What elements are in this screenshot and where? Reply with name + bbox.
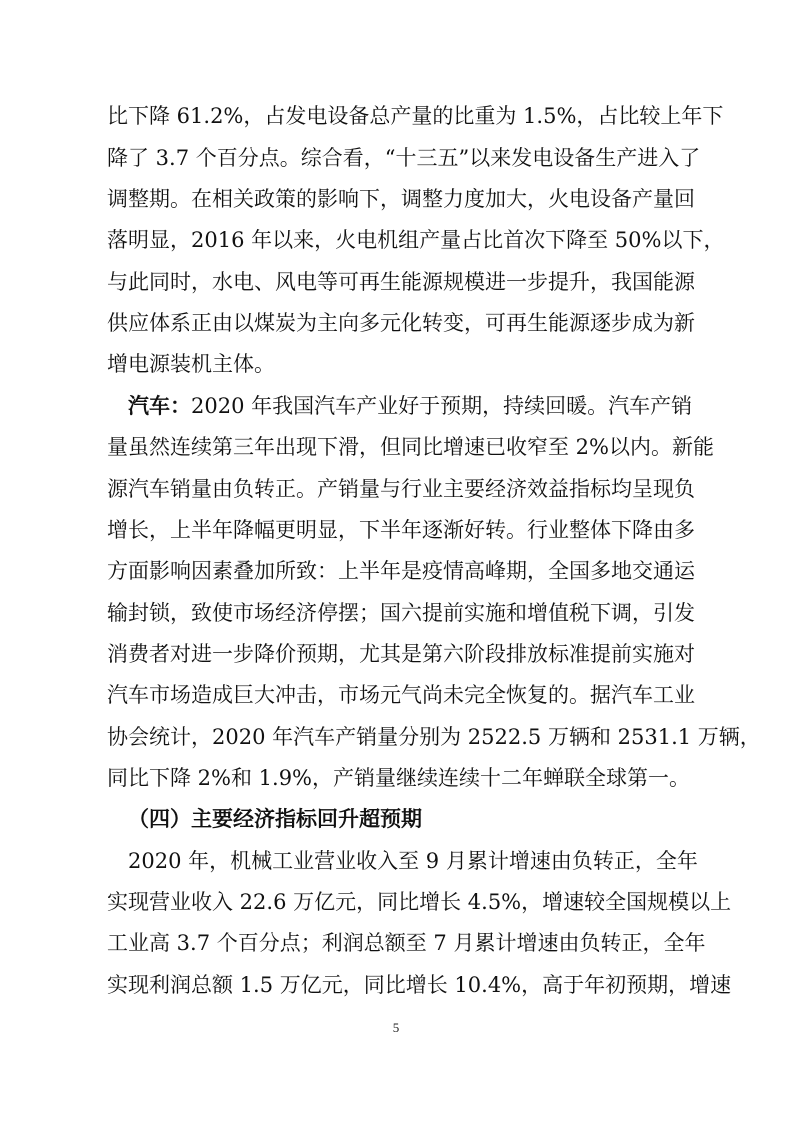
text-line: 降了 3.7 个百分点。综合看，“十三五”以来发电设备生产进入了 (107, 146, 701, 170)
text-line: 实现营业收入 22.6 万亿元，同比增长 4.5%，增速较全国规模以上 (107, 890, 732, 914)
text-line: 消费者对进一步降价预期，尤其是第六阶段排放标准提前实施对 (107, 642, 695, 666)
text-line: 源汽车销量由负转正。产销量与行业主要经济效益指标均呈现负 (107, 477, 695, 501)
text-line: 落明显，2016 年以来，火电机组产量占比首次下降至 50%以下， (107, 228, 725, 252)
text-line: 工业高 3.7 个百分点；利润总额至 7 月累计增速由负转正，全年 (107, 931, 706, 955)
text-line: 方面影响因素叠加所致：上半年是疫情高峰期，全国多地交通运 (107, 559, 695, 583)
page-number: 5 (392, 1020, 400, 1035)
text-line: 增电源装机主体。 (107, 352, 275, 376)
text-line: 同比下降 2%和 1.9%，产销量继续连续十二年蝉联全球第一。 (107, 766, 691, 790)
text-line: 输封锁，致使市场经济停摆；国六提前实施和增值税下调，引发 (107, 601, 695, 625)
auto-first-text: 2020 年我国汽车产业好于预期，持续回暖。汽车产销 (191, 394, 693, 418)
auto-label: 汽车： (128, 394, 191, 418)
text-line: 实现利润总额 1.5 万亿元，同比增长 10.4%，高于年初预期，增速 (107, 973, 732, 997)
auto-paragraph-first-line (128, 388, 693, 424)
text-line: 2020 年，机械工业营业收入至 9 月累计增速由负转正，全年 (128, 849, 698, 873)
text-line: 比下降 61.2%，占发电设备总产量的比重为 1.5%，占比较上年下 (107, 104, 724, 128)
text-line: 与此同时，水电、风电等可再生能源规模进一步提升，我国能源 (107, 270, 695, 294)
text-line: 供应体系正由以煤炭为主向多元化转变，可再生能源逐步成为新 (107, 311, 695, 335)
text-line: 增长，上半年降幅更明显，下半年逐渐好转。行业整体下降由多 (107, 518, 695, 542)
text-line: 量虽然连续第三年出现下滑，但同比增速已收窄至 2%以内。新能 (107, 435, 714, 459)
text-line: 调整期。在相关政策的影响下，调整力度加大，火电设备产量回 (107, 187, 695, 211)
text-line: 协会统计，2020 年汽车产销量分别为 2522.5 万辆和 2531.1 万辆， (107, 725, 761, 749)
text-line: 汽车市场造成巨大冲击，市场元气尚未完全恢复的。据汽车工业 (107, 683, 695, 707)
section-heading: （四）主要经济指标回升超预期 (128, 807, 422, 831)
